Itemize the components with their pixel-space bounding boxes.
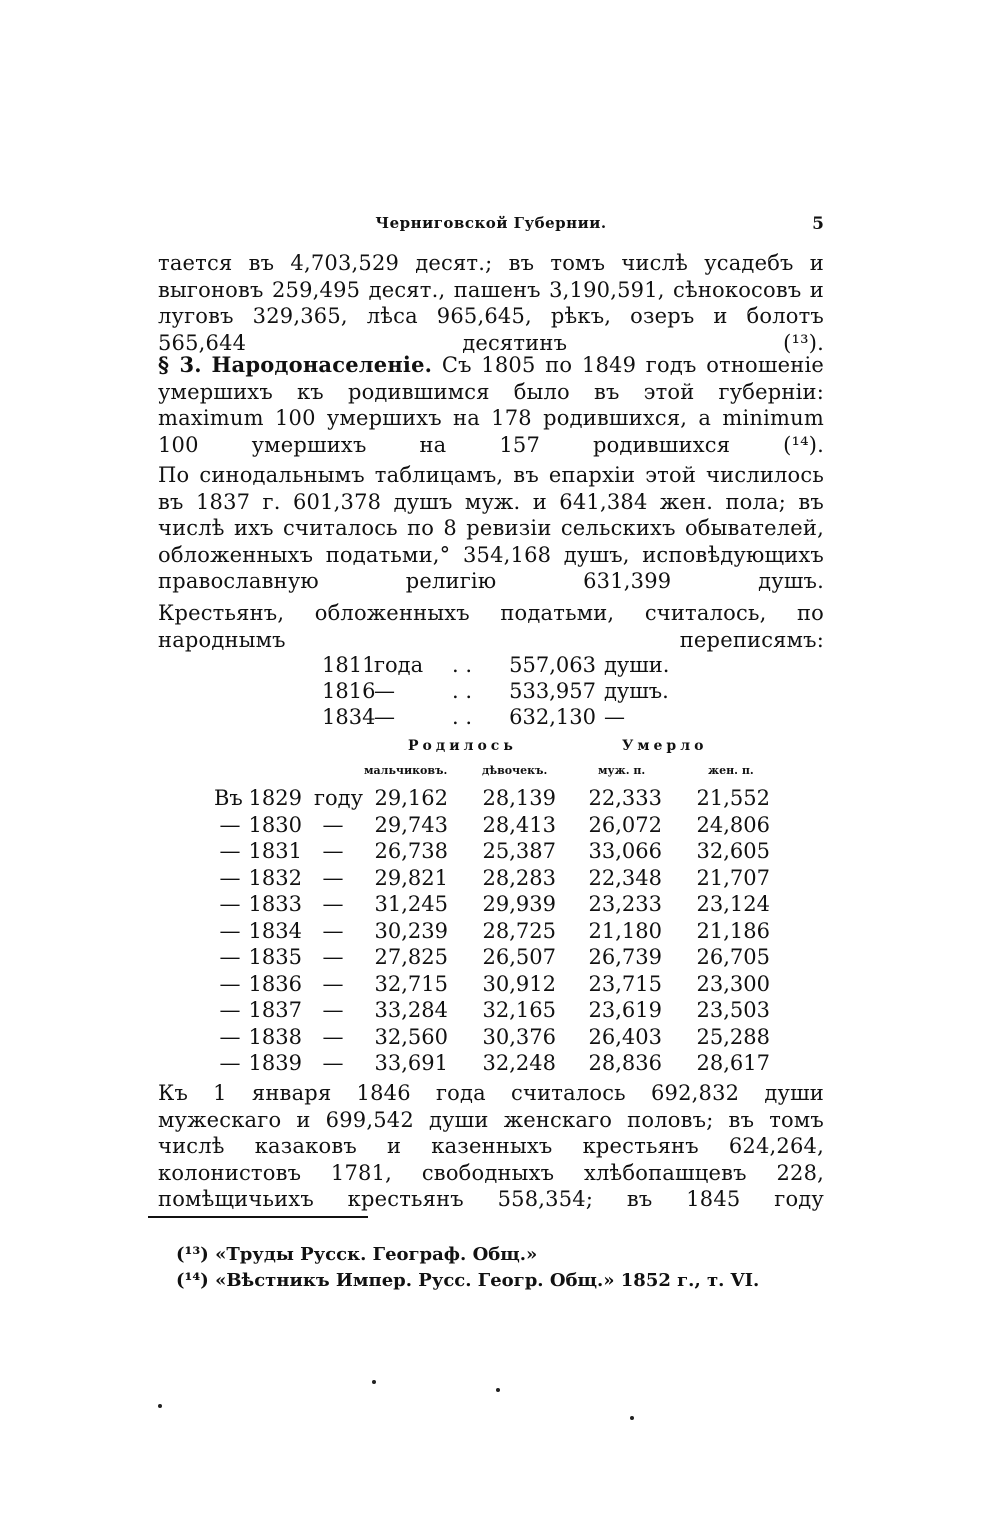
- census-label: —: [374, 679, 395, 703]
- cell-girls: 26,507: [482, 945, 556, 969]
- cell-male-deaths: 22,333: [588, 786, 662, 810]
- table-col-boys: мальчиковъ.: [364, 764, 448, 777]
- row-year: 1831: [248, 839, 302, 863]
- row-dash: —: [322, 945, 344, 969]
- vital-table-row: [0, 892, 992, 918]
- cell-female-deaths: 24,806: [696, 812, 770, 837]
- row-dash: —: [219, 998, 241, 1022]
- row-dash: —: [219, 839, 241, 863]
- vital-table-row: [0, 1025, 992, 1051]
- section-number: § 3.: [158, 352, 202, 377]
- census-unit: душъ.: [604, 679, 669, 703]
- cell-boys: 29,743: [374, 812, 448, 837]
- cell-boys: 32,560: [374, 1024, 448, 1049]
- row-dash: —: [219, 945, 241, 969]
- cell-female-deaths: 21,707: [696, 865, 770, 890]
- table-col-girls: дѣвочекъ.: [482, 764, 548, 777]
- census-unit: —: [604, 705, 625, 729]
- row-dash: —: [322, 918, 344, 943]
- print-speck: [630, 1416, 634, 1420]
- cell-girls: 25,387: [482, 839, 556, 863]
- census-label: года: [374, 653, 424, 677]
- row-dash: —: [322, 812, 344, 837]
- cell-female-deaths: 32,605: [696, 839, 770, 863]
- vital-table-row: [0, 919, 992, 945]
- vital-table-row: [0, 972, 992, 998]
- row-dash: —: [219, 892, 241, 916]
- row-suffix: году: [314, 786, 363, 810]
- cell-girls: 28,139: [482, 786, 556, 810]
- table-col-male: муж. п.: [598, 764, 646, 777]
- row-dash: —: [219, 918, 241, 943]
- row-year: 1837: [248, 998, 302, 1022]
- cell-female-deaths: 23,300: [696, 971, 770, 996]
- running-head-title: Черниговской Губернии.: [375, 214, 607, 232]
- cell-girls: 29,939: [482, 892, 556, 916]
- census-year: 1834: [322, 705, 376, 729]
- paragraph-synod: По синодальнымъ таблицамъ, въ епархіи этой числилось въ 1837 г. 601,378 душъ муж. и 641,384 жен. пола; въ числѣ ихъ считалось по 8 ревизіи сельскихъ обывателей, обложенныхъ податьми,° 354,168 душъ, исповѣдующихъ православную религію 631,399 душъ.: [158, 463, 824, 593]
- cell-boys: 32,715: [374, 971, 448, 996]
- vital-table-row: [0, 866, 992, 892]
- cell-female-deaths: 26,705: [696, 945, 770, 969]
- cell-girls: 28,725: [482, 918, 556, 943]
- footnote: (¹⁴) «Вѣстникъ Импер. Русс. Геогр. Общ.» 1852 г., т. VI.: [176, 1270, 760, 1291]
- row-year: 1829: [248, 786, 302, 810]
- cell-girls: 30,912: [482, 971, 556, 996]
- cell-male-deaths: 26,403: [588, 1024, 662, 1049]
- row-dash: —: [322, 892, 344, 916]
- row-dash: —: [322, 998, 344, 1022]
- row-year: 1830: [248, 812, 302, 837]
- row-dash: —: [322, 865, 344, 890]
- cell-female-deaths: 23,124: [696, 892, 770, 916]
- row-year: 1834: [248, 918, 302, 943]
- row-dash: —: [322, 971, 344, 996]
- row-dash: —: [219, 1024, 241, 1049]
- row-year: 1833: [248, 892, 302, 916]
- cell-female-deaths: 23,503: [696, 998, 770, 1022]
- cell-boys: 27,825: [374, 945, 448, 969]
- print-speck: [158, 1404, 162, 1408]
- cell-female-deaths: 25,288: [696, 1024, 770, 1049]
- cell-male-deaths: 26,739: [588, 945, 662, 969]
- row-dash: —: [219, 865, 241, 890]
- row-dash: —: [322, 1051, 344, 1075]
- paragraph-peasants: Крестьянъ, обложенныхъ податьми, считалось, по народнымъ переписямъ:: [158, 601, 824, 652]
- running-head: [158, 214, 824, 240]
- row-year: 1839: [248, 1051, 302, 1075]
- section-heading: Народонаселеніе.: [211, 352, 433, 377]
- paragraph-population-text: Съ 1805 по 1849 годъ отношеніе умершихъ къ родившимся было въ этой губерніи: maximum 100 умершихъ на 178 родившихся, а minimum 100 умершихъ на 157 родившихся (¹⁴).: [158, 353, 824, 457]
- cell-girls: 30,376: [482, 1024, 556, 1049]
- cell-girls: 28,413: [482, 812, 556, 837]
- cell-male-deaths: 23,233: [588, 892, 662, 916]
- row-dash: —: [219, 1051, 241, 1075]
- print-speck: [496, 1388, 500, 1392]
- census-label: —: [374, 705, 395, 729]
- vital-table-row: [0, 945, 992, 971]
- paragraph-land: тается въ 4,703,529 десят.; въ томъ числѣ усадебъ и выгоновъ 259,495 десят., пашенъ 3,190,591, сѣнокосовъ и луговъ 329,365, лѣса 965,645, рѣкъ, озеръ и болотъ 565,644 десятинъ (¹³).: [158, 251, 824, 355]
- cell-female-deaths: 28,617: [696, 1051, 770, 1075]
- row-dash: —: [219, 812, 241, 837]
- footnote-rule: [148, 1216, 368, 1218]
- row-year: 1838: [248, 1024, 302, 1049]
- cell-female-deaths: 21,552: [696, 786, 770, 810]
- cell-boys: 29,821: [374, 865, 448, 890]
- paragraph-1846: Къ 1 января 1846 года считалось 692,832 души мужескаго и 699,542 души женскаго половъ; въ томъ числѣ казаковъ и казенныхъ крестьянъ 624,264, колонистовъ 1781, свободныхъ хлѣбопашцевъ 228, помѣщичьихъ крестьянъ 558,354; въ 1845 году: [158, 1081, 824, 1211]
- vital-table-row: [0, 786, 992, 812]
- census-row: [322, 678, 669, 704]
- cell-boys: 33,284: [374, 998, 448, 1022]
- row-dash: —: [219, 971, 241, 996]
- census-list: [322, 652, 669, 730]
- cell-male-deaths: 26,072: [588, 812, 662, 837]
- row-prefix: Въ: [214, 786, 243, 810]
- vital-table-row: [0, 813, 992, 839]
- vital-table-row: [0, 998, 992, 1024]
- vital-table-row: [0, 839, 992, 865]
- census-year: 1816: [322, 679, 376, 703]
- cell-girls: 32,248: [482, 1051, 556, 1075]
- census-dots: . .: [452, 653, 473, 677]
- cell-male-deaths: 23,715: [588, 971, 662, 996]
- cell-male-deaths: 33,066: [588, 839, 662, 863]
- page-number: 5: [812, 214, 824, 234]
- census-value: 557,063: [509, 653, 596, 677]
- census-unit: души.: [604, 653, 670, 677]
- cell-male-deaths: 22,348: [588, 865, 662, 890]
- footnote: (¹³) «Труды Русск. Географ. Общ.»: [176, 1244, 538, 1265]
- cell-boys: 30,239: [374, 918, 448, 943]
- row-dash: —: [322, 1024, 344, 1049]
- census-dots: . .: [452, 705, 473, 729]
- census-row: [322, 704, 669, 730]
- cell-boys: 31,245: [374, 892, 448, 916]
- paragraph-population: [158, 352, 824, 458]
- cell-girls: 28,283: [482, 865, 556, 890]
- cell-female-deaths: 21,186: [696, 918, 770, 943]
- row-year: 1832: [248, 865, 302, 890]
- census-value: 632,130: [509, 705, 596, 729]
- census-value: 533,957: [509, 679, 596, 703]
- cell-boys: 29,162: [374, 786, 448, 810]
- table-col-female: жен. п.: [708, 764, 754, 777]
- census-row: [322, 652, 669, 678]
- cell-male-deaths: 21,180: [588, 918, 662, 943]
- cell-male-deaths: 23,619: [588, 998, 662, 1022]
- table-group-died: Умерло: [622, 738, 708, 754]
- print-speck: [372, 1380, 376, 1384]
- row-year: 1835: [248, 945, 302, 969]
- census-dots: . .: [452, 679, 473, 703]
- cell-girls: 32,165: [482, 998, 556, 1022]
- census-year: 1811: [322, 653, 376, 677]
- cell-male-deaths: 28,836: [588, 1051, 662, 1075]
- cell-boys: 26,738: [374, 839, 448, 863]
- row-year: 1836: [248, 971, 302, 996]
- table-group-born: Родилось: [408, 738, 517, 754]
- row-dash: —: [322, 839, 344, 863]
- vital-table-row: [0, 1051, 992, 1077]
- cell-boys: 33,691: [374, 1051, 448, 1075]
